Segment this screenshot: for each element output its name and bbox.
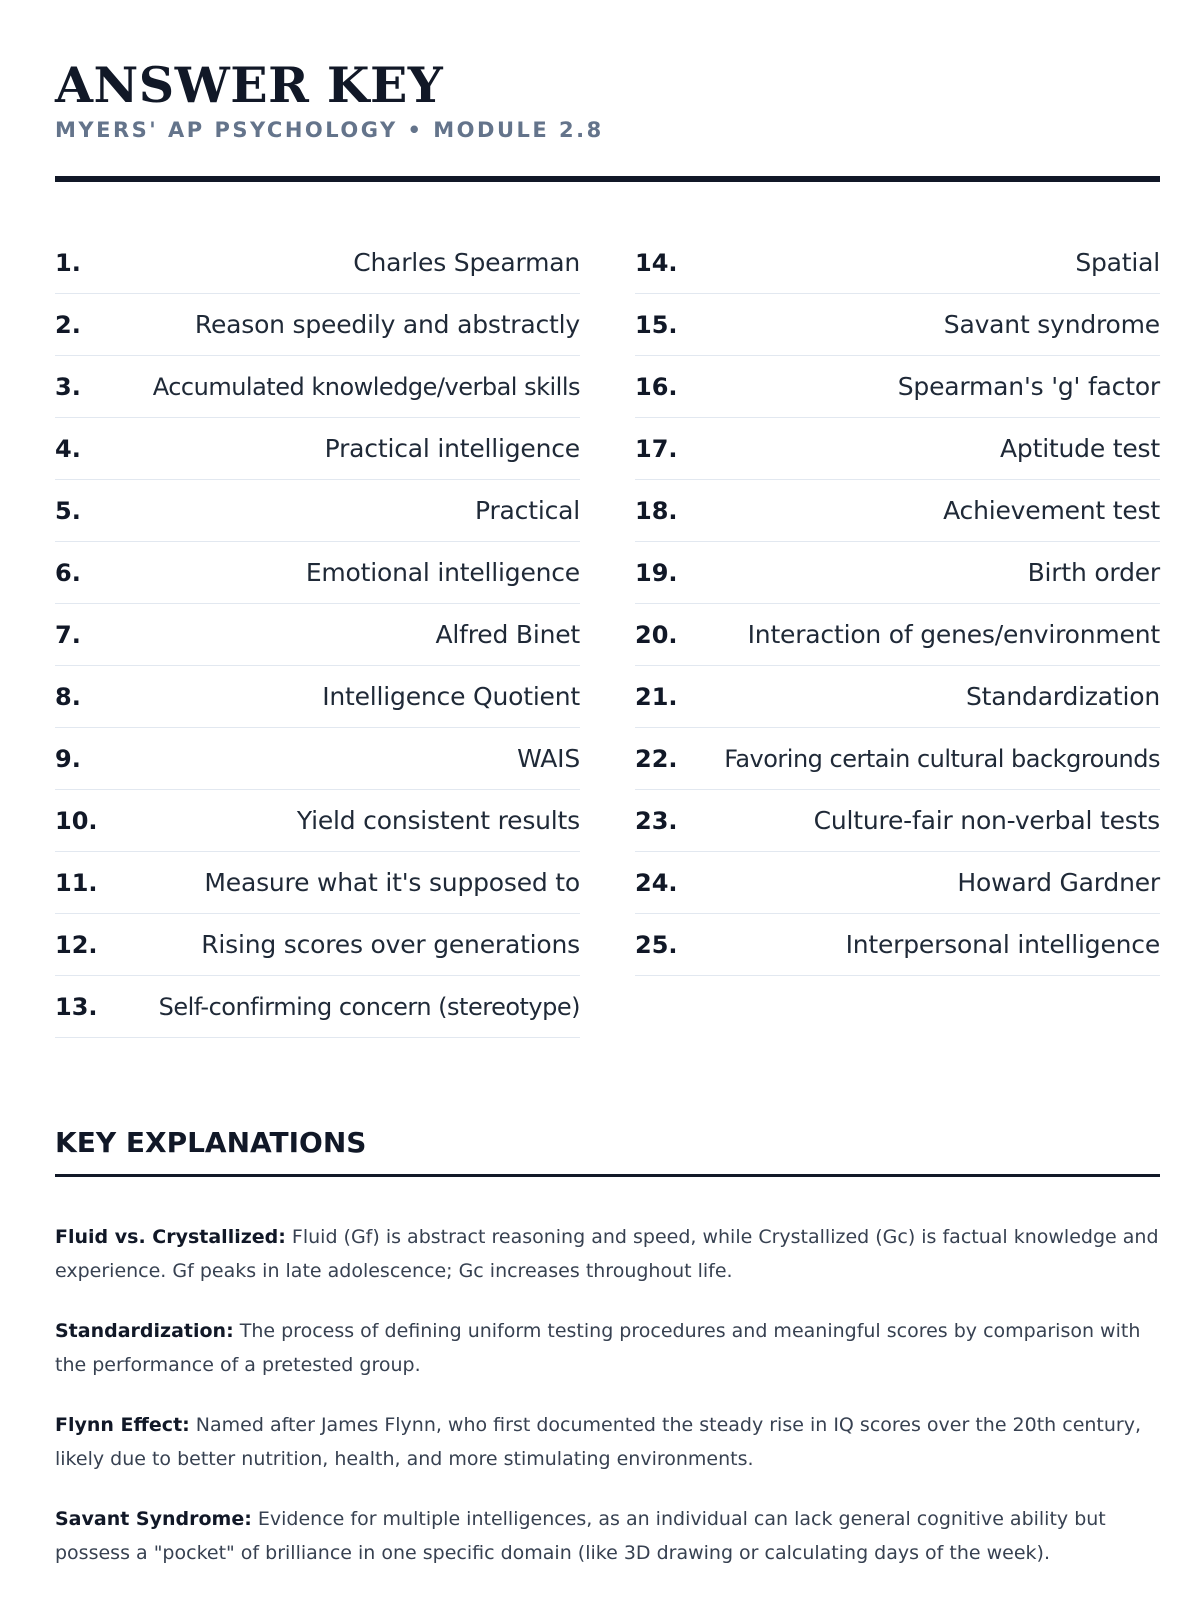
answer-number: 3.: [55, 372, 81, 401]
page-subtitle: MYERS' AP PSYCHOLOGY • MODULE 2.8: [55, 118, 604, 142]
explanation-text: The process of defining uniform testing procedures and meaningful scores by comparison with the performance of a pretested group.: [55, 1320, 1141, 1376]
answer-row: [55, 418, 580, 480]
answers-left-column: [55, 232, 580, 1038]
answer-row: [635, 790, 1160, 852]
answer-row: [55, 728, 580, 790]
answer-row: [55, 976, 580, 1038]
answer-number: 25.: [635, 930, 678, 959]
answer-row: [635, 852, 1160, 914]
answer-text: Reason speedily and abstractly: [194, 310, 580, 339]
answer-row: [55, 914, 580, 976]
answer-row: [55, 294, 580, 356]
answer-text: Charles Spearman: [353, 248, 580, 277]
answer-text: Emotional intelligence: [305, 558, 580, 587]
answer-number: 12.: [55, 930, 98, 959]
answer-number: 10.: [55, 806, 98, 835]
answer-number: 8.: [55, 682, 81, 711]
answer-number: 11.: [55, 868, 98, 897]
answer-text: Alfred Binet: [435, 620, 580, 649]
explanations-divider: [55, 1174, 1160, 1177]
answer-text: Standardization: [965, 682, 1160, 711]
explanation-item: [55, 1314, 1160, 1382]
answer-row: [55, 356, 580, 418]
answer-text: Birth order: [1027, 558, 1160, 587]
answer-row: [55, 852, 580, 914]
answer-number: 21.: [635, 682, 678, 711]
explanations-heading: KEY EXPLANATIONS: [55, 1126, 367, 1159]
answer-number: 18.: [635, 496, 678, 525]
answer-number: 15.: [635, 310, 678, 339]
answer-row: [635, 356, 1160, 418]
answer-number: 2.: [55, 310, 81, 339]
answer-text: Practical: [475, 496, 580, 525]
answer-text: Intelligence Quotient: [322, 682, 580, 711]
answer-text: Savant syndrome: [943, 310, 1160, 339]
answer-row: [55, 666, 580, 728]
answer-text: Interpersonal intelligence: [845, 930, 1160, 959]
explanations-list: [55, 1220, 1160, 1596]
explanation-term: Savant Syndrome:: [55, 1508, 252, 1530]
answer-text: Culture-fair non-verbal tests: [813, 806, 1160, 835]
answer-number: 7.: [55, 620, 81, 649]
answer-row: [55, 232, 580, 294]
answer-number: 19.: [635, 558, 678, 587]
answer-row: [635, 294, 1160, 356]
answer-row: [635, 542, 1160, 604]
answer-text: Aptitude test: [1000, 434, 1160, 463]
answer-row: [635, 418, 1160, 480]
answer-row: [635, 666, 1160, 728]
answer-text: Accumulated knowledge/verbal skills: [152, 372, 580, 401]
explanation-text: Named after James Flynn, who first documented the steady rise in IQ scores over the 20th century, likely due to better nutrition, health, and more stimulating environments.: [55, 1414, 1142, 1470]
explanation-text: Fluid (Gf) is abstract reasoning and speed, while Crystallized (Gc) is factual knowledge and experience. Gf peaks in late adolescence; Gc increases throughout life.: [55, 1226, 1159, 1282]
answers-right-column: [635, 232, 1160, 976]
explanation-term: Fluid vs. Crystallized:: [55, 1226, 286, 1248]
answer-text: Rising scores over generations: [201, 930, 580, 959]
explanation-term: Standardization:: [55, 1320, 234, 1342]
answer-number: 1.: [55, 248, 81, 277]
answer-number: 20.: [635, 620, 678, 649]
explanation-term: Flynn Effect:: [55, 1414, 190, 1436]
answer-number: 9.: [55, 744, 81, 773]
answer-text: Spearman's 'g' factor: [897, 372, 1160, 401]
explanation-text: Evidence for multiple intelligences, as an individual can lack general cognitive ability but possess a "pocket" of brilliance in one specific domain (like 3D drawing or calculating days of the week).: [55, 1508, 1106, 1564]
page-title: ANSWER KEY: [55, 56, 444, 114]
answer-row: [55, 542, 580, 604]
answer-text: Howard Gardner: [957, 868, 1160, 897]
answer-row: [55, 480, 580, 542]
answer-number: 16.: [635, 372, 678, 401]
answer-number: 14.: [635, 248, 678, 277]
answer-text: Spatial: [1075, 248, 1160, 277]
answer-text: Yield consistent results: [296, 806, 580, 835]
answer-row: [635, 728, 1160, 790]
explanation-item: [55, 1220, 1160, 1288]
answer-row: [55, 790, 580, 852]
answer-text: Self-confirming concern (stereotype): [158, 992, 580, 1021]
answer-text: Practical intelligence: [324, 434, 580, 463]
answer-number: 5.: [55, 496, 81, 525]
answer-text: Measure what it's supposed to: [204, 868, 580, 897]
answer-number: 23.: [635, 806, 678, 835]
answer-text: Achievement test: [943, 496, 1160, 525]
answer-text: Favoring certain cultural backgrounds: [724, 744, 1160, 773]
answer-row: [635, 480, 1160, 542]
answer-number: 4.: [55, 434, 81, 463]
answer-row: [55, 604, 580, 666]
answer-text: Interaction of genes/environment: [747, 620, 1160, 649]
answer-row: [635, 914, 1160, 976]
explanation-item: [55, 1502, 1160, 1570]
header-divider: [55, 176, 1160, 182]
answer-text: WAIS: [517, 744, 580, 773]
answer-row: [635, 604, 1160, 666]
answer-row: [635, 232, 1160, 294]
answer-number: 13.: [55, 992, 98, 1021]
answer-number: 24.: [635, 868, 678, 897]
explanation-item: [55, 1408, 1160, 1476]
answer-number: 22.: [635, 744, 678, 773]
answer-number: 17.: [635, 434, 678, 463]
answer-number: 6.: [55, 558, 81, 587]
